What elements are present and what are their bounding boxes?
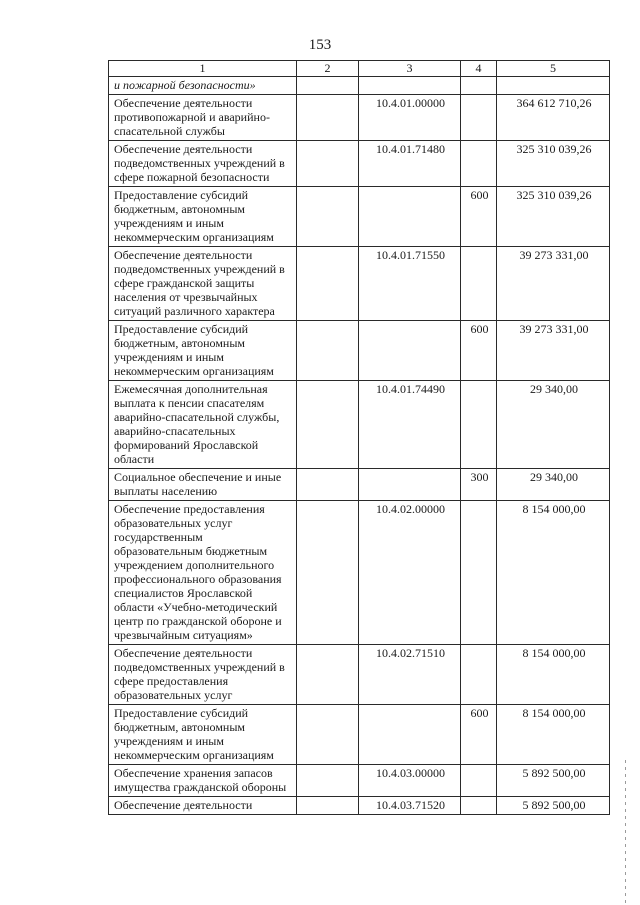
row-col2-cell: [297, 797, 359, 815]
table-row: [109, 501, 610, 645]
row-code-cell: 10.4.02.71510: [359, 645, 461, 705]
row-code-cell: [359, 77, 461, 95]
column-header-code: 3: [359, 61, 461, 77]
table-row: [109, 797, 610, 815]
row-type-cell: [461, 381, 497, 469]
row-type-cell: [461, 77, 497, 95]
page-number: 153: [308, 37, 332, 53]
scan-edge-mark: [625, 760, 626, 905]
row-code-cell: [359, 187, 461, 247]
row-amount-cell: 8 154 000,00: [497, 645, 610, 705]
table-row: [109, 469, 610, 501]
table-row: [109, 247, 610, 321]
row-code-cell: 10.4.03.71520: [359, 797, 461, 815]
row-amount-cell: 5 892 500,00: [497, 797, 610, 815]
row-type-cell: [461, 95, 497, 141]
row-col2-cell: [297, 77, 359, 95]
row-code-cell: 10.4.03.00000: [359, 765, 461, 797]
row-type-cell: [461, 765, 497, 797]
row-amount-cell: 325 310 039,26: [497, 187, 610, 247]
row-amount-cell: 39 273 331,00: [497, 321, 610, 381]
row-amount-cell: 29 340,00: [497, 381, 610, 469]
row-name-cell: Социальное обеспечение и иные выплаты населению: [109, 469, 297, 501]
row-name-cell: Обеспечение деятельности: [109, 797, 297, 815]
row-col2-cell: [297, 469, 359, 501]
row-code-cell: 10.4.02.00000: [359, 501, 461, 645]
table-row: [109, 77, 610, 95]
row-name-cell: Обеспечение предоставления образовательных услуг государственным образовательным бюджетным учреждением дополнительного профессионального образования специалистов Ярославской области «Учебно-методический центр по гражданской обороне и чрезвычайным ситуациям»: [109, 501, 297, 645]
row-amount-cell: 29 340,00: [497, 469, 610, 501]
row-col2-cell: [297, 645, 359, 705]
row-code-cell: [359, 705, 461, 765]
table-row: [109, 141, 610, 187]
row-col2-cell: [297, 247, 359, 321]
row-code-cell: 10.4.01.71480: [359, 141, 461, 187]
row-name-cell: Предоставление субсидий бюджетным, автономным учреждениям и иным некоммерческим организациям: [109, 705, 297, 765]
row-col2-cell: [297, 381, 359, 469]
row-type-cell: [461, 645, 497, 705]
row-type-cell: [461, 797, 497, 815]
row-amount-cell: 364 612 710,26: [497, 95, 610, 141]
table-row: [109, 321, 610, 381]
column-header-amount: 5: [497, 61, 610, 77]
row-type-cell: [461, 141, 497, 187]
column-header-name: 1: [109, 61, 297, 77]
row-name-cell: Обеспечение деятельности противопожарной и аварийно-спасательной службы: [109, 95, 297, 141]
row-type-cell: 600: [461, 321, 497, 381]
column-header-row: [109, 61, 610, 77]
row-code-cell: [359, 469, 461, 501]
budget-table: [108, 60, 610, 815]
row-amount-cell: 8 154 000,00: [497, 501, 610, 645]
row-type-cell: [461, 501, 497, 645]
row-code-cell: 10.4.01.71550: [359, 247, 461, 321]
row-type-cell: 300: [461, 469, 497, 501]
row-name-cell: и пожарной безопасности»: [109, 77, 297, 95]
row-name-cell: Ежемесячная дополнительная выплата к пенсии спасателям аварийно-спасательной службы, аварийно-спасательных формирований Ярославской области: [109, 381, 297, 469]
row-code-cell: [359, 321, 461, 381]
row-amount-cell: 39 273 331,00: [497, 247, 610, 321]
table-row: [109, 705, 610, 765]
row-col2-cell: [297, 187, 359, 247]
row-col2-cell: [297, 95, 359, 141]
row-code-cell: 10.4.01.74490: [359, 381, 461, 469]
table-row: [109, 95, 610, 141]
row-type-cell: 600: [461, 705, 497, 765]
table-row: [109, 381, 610, 469]
row-col2-cell: [297, 501, 359, 645]
row-name-cell: Обеспечение деятельности подведомственных учреждений в сфере пожарной безопасности: [109, 141, 297, 187]
row-col2-cell: [297, 765, 359, 797]
row-amount-cell: 5 892 500,00: [497, 765, 610, 797]
table-row: [109, 645, 610, 705]
row-name-cell: Предоставление субсидий бюджетным, автономным учреждениям и иным некоммерческим организациям: [109, 187, 297, 247]
row-amount-cell: [497, 77, 610, 95]
column-header-type: 4: [461, 61, 497, 77]
row-amount-cell: 325 310 039,26: [497, 141, 610, 187]
row-amount-cell: 8 154 000,00: [497, 705, 610, 765]
row-name-cell: Предоставление субсидий бюджетным, автономным учреждениям и иным некоммерческим организациям: [109, 321, 297, 381]
row-col2-cell: [297, 321, 359, 381]
row-type-cell: 600: [461, 187, 497, 247]
row-code-cell: 10.4.01.00000: [359, 95, 461, 141]
budget-table-body: [109, 61, 610, 815]
row-type-cell: [461, 247, 497, 321]
table-row: [109, 187, 610, 247]
row-name-cell: Обеспечение деятельности подведомственных учреждений в сфере гражданской защиты населения от чрезвычайных ситуаций различного характера: [109, 247, 297, 321]
row-col2-cell: [297, 705, 359, 765]
table-row: [109, 765, 610, 797]
column-header-2: 2: [297, 61, 359, 77]
row-col2-cell: [297, 141, 359, 187]
row-name-cell: Обеспечение деятельности подведомственных учреждений в сфере предоставления образовательных услуг: [109, 645, 297, 705]
row-name-cell: Обеспечение хранения запасов имущества гражданской обороны: [109, 765, 297, 797]
